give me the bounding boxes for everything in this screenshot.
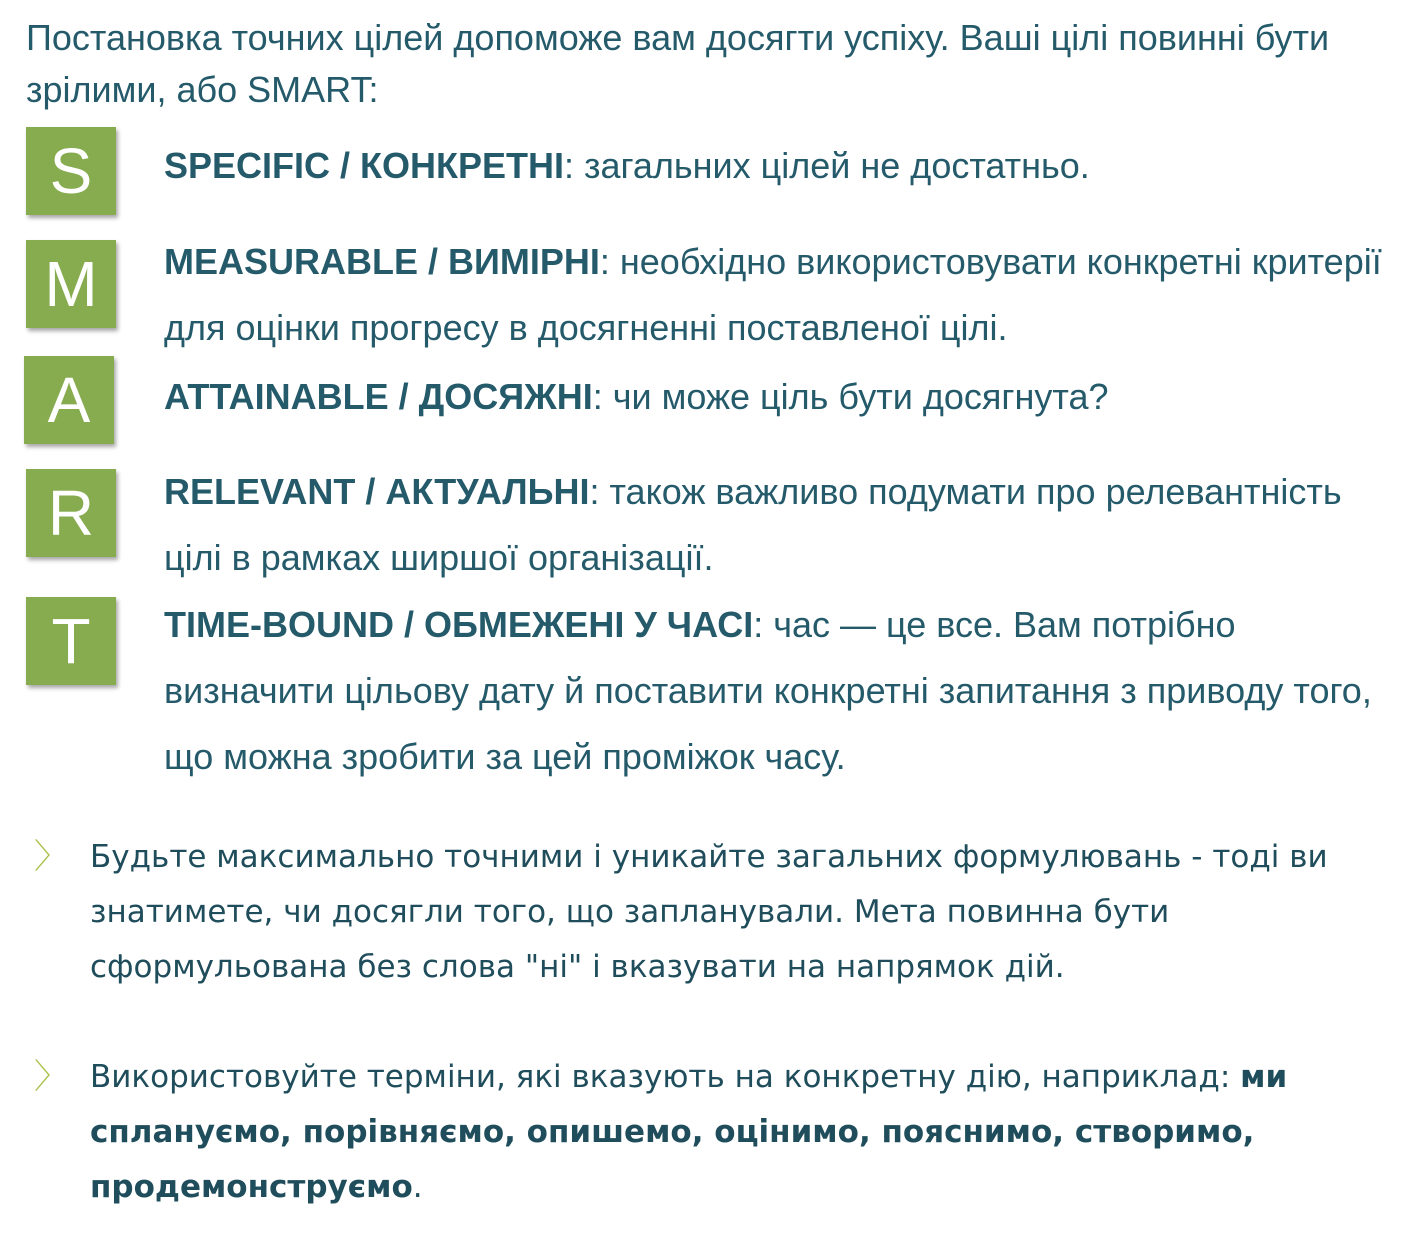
bullet-text-emphasis: ми сплануємо, порівняємо, опишемо, оцінимо, пояснимо, створимо, продемонструємо <box>90 1059 1288 1205</box>
intro-text: Постановка точних цілей допоможе вам досягти успіху. Ваші цілі повинні бути зрілими, або SMART: <box>26 17 1330 110</box>
smart-item-relevant <box>164 459 1389 591</box>
smart-desc: : загальних цілей не достатньо. <box>564 145 1090 186</box>
smart-item-time-bound <box>164 592 1389 790</box>
letter-r-box: R <box>26 469 116 557</box>
letter-t-box: T <box>26 597 116 685</box>
smart-desc: : час — це все. Вам потрібно визначити цільову дату й поставити конкретні запитання з приводу того, що можна зробити за цей проміжок часу. <box>164 604 1372 777</box>
letter-s-box: S <box>26 127 116 215</box>
smart-desc: : чи може ціль бути досягнута? <box>592 376 1109 417</box>
smart-term: TIME-BOUND / ОБМЕЖЕНІ У ЧАСІ <box>164 604 754 645</box>
smart-term: RELEVANT / АКТУАЛЬНІ <box>164 471 590 512</box>
bullet-text-tail: . <box>412 1169 423 1205</box>
smart-term: ATTAINABLE / ДОСЯЖНІ <box>164 376 593 417</box>
smart-item-attainable <box>164 364 1389 430</box>
bullet-text-action-terms <box>90 1050 1380 1215</box>
smart-item-measurable <box>164 229 1389 361</box>
smart-desc: : необхідно використовувати конкретні критерії для оцінки прогресу в досягненні поставленої цілі. <box>164 241 1382 348</box>
letter-a-box: A <box>24 356 114 444</box>
smart-desc: : також важливо подумати про релевантність цілі в рамках ширшої організації. <box>164 471 1342 578</box>
smart-term: MEASURABLE / ВИМІРНІ <box>164 241 600 282</box>
bullet-text-lead: Використовуйте терміни, які вказують на конкретну дію, наприклад: <box>90 1059 1241 1095</box>
bullet-chevron-icon: 〉 <box>34 1057 68 1097</box>
bullet-chevron-icon: 〉 <box>34 837 68 877</box>
bullet-text-precise: Будьте максимально точними і уникайте загальних формулювань - тоді ви знатимете, чи досягли того, що запланували. Мета повинна бути сформульована без слова "ні" і вказувати на напрямок дій. <box>90 839 1328 985</box>
letter-m-box: M <box>26 240 116 328</box>
smart-term: SPECIFIC / КОНКРЕТНІ <box>164 145 564 186</box>
smart-item-specific <box>164 133 1389 199</box>
